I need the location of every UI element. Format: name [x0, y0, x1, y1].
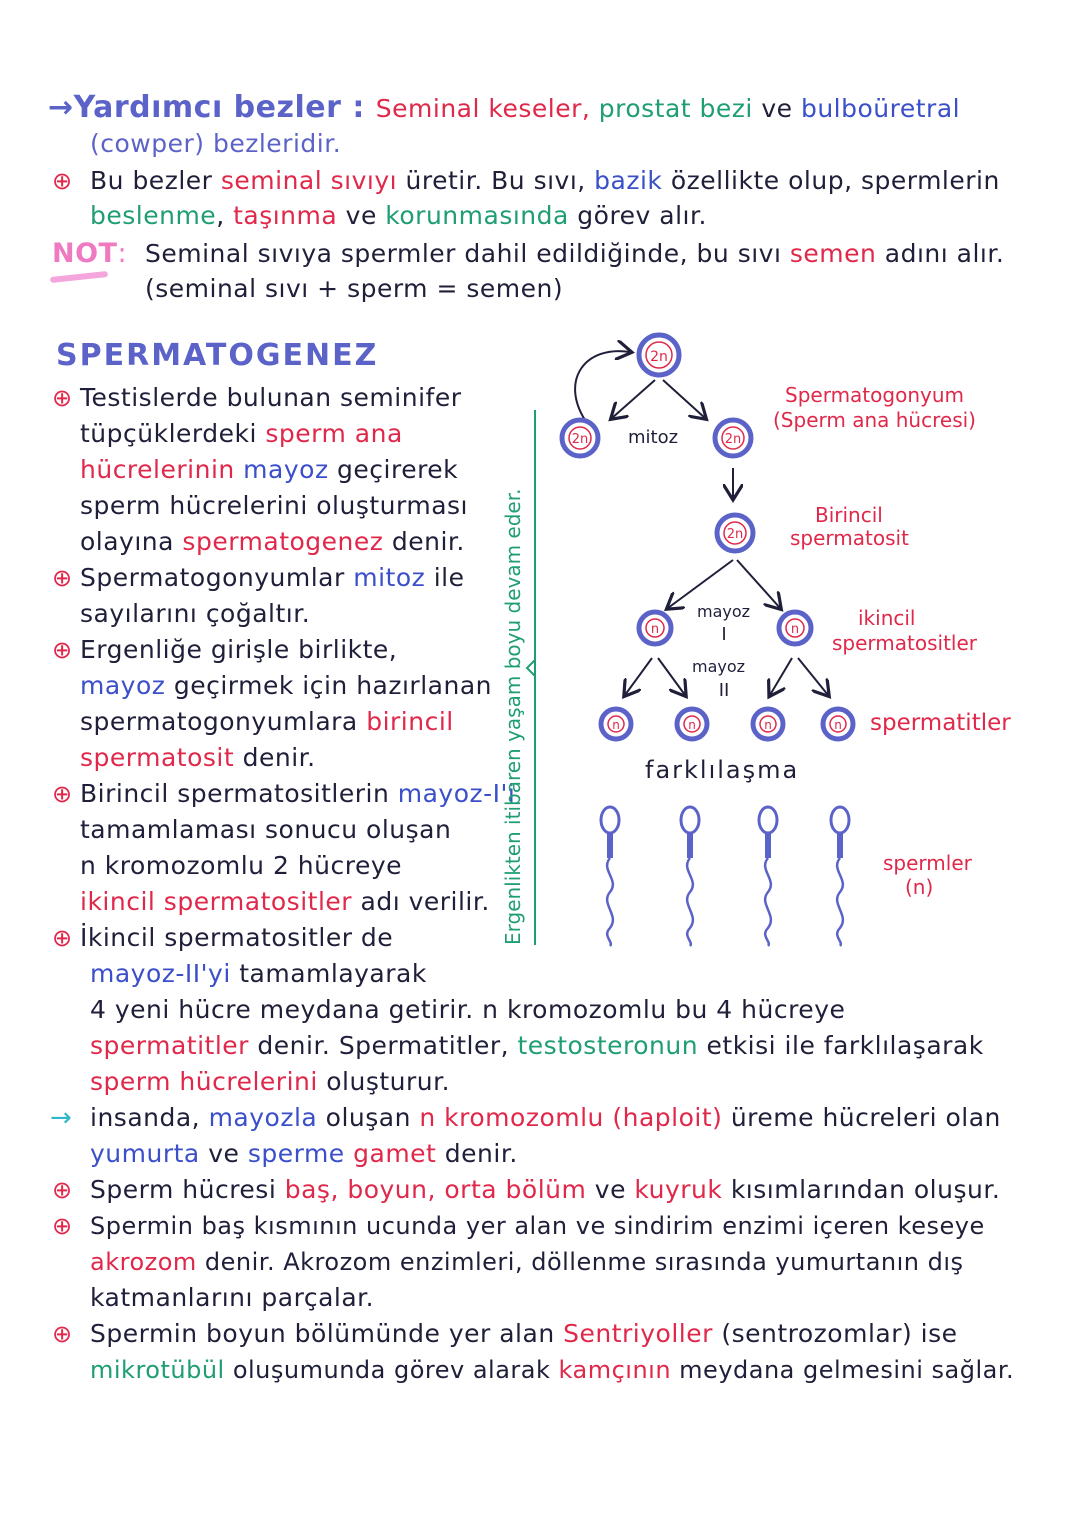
mayoz2-arrow-1: [625, 658, 652, 695]
sperm-cell-3: [759, 807, 777, 946]
text: Birincil spermatositlerin: [80, 779, 398, 808]
text-beslenme: beslenme: [90, 201, 217, 230]
intro-bulbo: bulboüretral: [800, 94, 961, 123]
text: insanda,: [90, 1103, 209, 1132]
text-spermatogenez: spermatogenez: [182, 527, 384, 556]
cell-label: n: [688, 718, 696, 732]
text-hucrelerinin: hücrelerinin: [80, 455, 235, 484]
text-mitoz: mitoz: [353, 563, 426, 592]
cell-label: 2n: [571, 432, 589, 447]
text: adını alır.: [876, 239, 1005, 268]
mayoz2-arrow-3: [770, 658, 792, 695]
bullet-icon: ⊕: [52, 780, 73, 808]
cell-spermatit-1: [601, 709, 631, 739]
text-kamcinin: kamçının: [558, 1356, 672, 1384]
cell-spermatogonyum-top: [639, 335, 679, 375]
text-sperme: sperme: [247, 1139, 345, 1168]
spermatogenez-title: SPERMATOGENEZ: [56, 338, 379, 373]
bottom-line-3: [90, 1174, 1000, 1206]
text: Spermin boyun bölümünde yer alan: [90, 1319, 564, 1348]
text-haploit: n kromozomlu (haploit): [419, 1103, 723, 1132]
bullet-icon: ⊕: [52, 924, 73, 952]
text-sperm-hucrelerini: sperm hücrelerini: [90, 1067, 318, 1096]
text-mikrotubul: mikrotübül: [90, 1356, 225, 1384]
text: (sentrozomlar) ise: [712, 1319, 958, 1348]
text-sperm-parts: baş, boyun, orta bölüm: [284, 1175, 587, 1204]
text: ve: [586, 1175, 635, 1204]
text: ile: [425, 563, 465, 592]
label-birincil: Birincil: [815, 503, 883, 527]
text: etkisi ile farklılaşarak: [698, 1031, 984, 1060]
text: ve: [199, 1139, 248, 1168]
intro-seminal: Seminal keseler,: [375, 94, 591, 123]
mayoz2-arrow-4: [798, 658, 828, 695]
text: görev alır.: [568, 201, 707, 230]
text-mayozla: mayozla: [208, 1103, 318, 1132]
label-spermler: spermler: [883, 851, 972, 875]
p3-line-1: Ergenliğe girişle birlikte,: [80, 635, 398, 664]
text-birincil: birincil: [366, 707, 454, 736]
text: tamamlayarak: [230, 959, 427, 988]
text-spermatitler: spermatitler: [90, 1031, 249, 1060]
text: Spermatogonyumlar: [80, 563, 354, 592]
mayoz1-label: mayoz: [697, 602, 751, 621]
bullet-icon: ⊕: [52, 1212, 73, 1240]
arrow-icon: →: [50, 1103, 72, 1133]
cell-spermatit-4: [823, 709, 853, 739]
label-sperm-ana-hucresi: (Sperm ana hücresi): [773, 408, 976, 432]
text-semen: semen: [789, 239, 877, 268]
text: geçirmek için hazırlanan: [165, 671, 492, 700]
bottom-line-8: [90, 1354, 1014, 1386]
p1-line-1: Testislerde bulunan seminifer: [80, 383, 462, 412]
text-korunmasinda: korunmasında: [385, 201, 569, 230]
text: üreme hücreleri olan: [722, 1103, 1001, 1132]
text-kuyruk: kuyruk: [634, 1175, 723, 1204]
text: denir.: [234, 743, 316, 772]
bottom-line-7: [90, 1318, 958, 1350]
text: kısımlarından oluşur.: [722, 1175, 1001, 1204]
cell-birincil-spermatosit: [717, 515, 753, 551]
not-colon: :: [117, 238, 128, 269]
text: Bu bezler: [90, 166, 221, 195]
text: spermatogonyumlara: [80, 707, 367, 736]
mitoz-arrow-left: [612, 380, 655, 418]
p5-line-1: İkincil spermatositler de: [80, 923, 394, 952]
text: üretir. Bu sıvı,: [397, 166, 595, 195]
text-akrozom: akrozom: [90, 1248, 197, 1276]
cell-label: n: [790, 622, 800, 637]
text: adı verilir.: [352, 887, 490, 916]
intro-ve: ve: [752, 94, 801, 123]
text: Seminal sıvıya spermler dahil edildiğinde, bu sıvı: [145, 239, 790, 268]
text-sperm-ana: sperm ana: [265, 419, 403, 448]
timeline-bracket-notch: [527, 660, 535, 676]
mayoz2-arrow-2: [658, 658, 685, 695]
text-seminal-sivi: seminal sıvıyı: [220, 166, 398, 195]
p1-line-4: sperm hücrelerini oluşturması: [80, 491, 468, 520]
mayoz1-arrow-right: [737, 560, 780, 608]
mitoz-label: mitoz: [628, 427, 679, 448]
not-line-2: (seminal sıvı + sperm = semen): [145, 274, 564, 303]
text-ikincil-spermatositler: ikincil spermatositler: [80, 887, 353, 916]
text: oluşan: [317, 1103, 420, 1132]
cell-label: n: [612, 718, 620, 732]
bullet-icon: ⊕: [52, 167, 73, 195]
text: ,: [216, 201, 234, 230]
sperm-cell-2: [681, 807, 699, 946]
bullet-icon: ⊕: [52, 636, 73, 664]
cell-ikincil-spermatosit-right: [779, 612, 811, 644]
mayoz1-arrow-left: [668, 560, 733, 608]
text: meydana gelmesini sağlar.: [671, 1356, 1015, 1384]
text-mayoz-2: mayoz-II'yi: [90, 959, 231, 988]
bullet-icon: ⊕: [52, 384, 73, 412]
intro-line-2: (cowper) bezleridir.: [90, 129, 342, 158]
mitoz-arrow-right: [663, 380, 705, 418]
text: denir. Spermatitler,: [248, 1031, 518, 1060]
text: denir.: [436, 1139, 518, 1168]
farklilasma-label: farklılaşma: [645, 756, 800, 784]
text: geçirerek: [328, 455, 459, 484]
text: denir. Akrozom enzimleri, döllenme sırasında yumurtanın dış: [196, 1248, 964, 1276]
sperm-cell-1: [601, 807, 619, 946]
intro-arrow: →: [48, 90, 74, 125]
cell-spermatogonyum-right: [715, 420, 751, 456]
text-yumurta: yumurta: [90, 1139, 200, 1168]
text: tüpçüklerdeki: [80, 419, 266, 448]
cell-label: n: [764, 718, 772, 732]
label-spermatitler: spermatitler: [870, 710, 1011, 736]
text-mayoz-1: mayoz-I'i: [397, 779, 516, 808]
p4-line-2: tamamlaması sonucu oluşan: [80, 815, 452, 844]
timeline-vertical-label: Ergenlikten itibaren yaşam boyu devam eder.: [501, 488, 525, 945]
label-ikincil-spermatositler: spermatositler: [832, 631, 978, 655]
cell-label: n: [650, 622, 660, 637]
mayoz1-roman: I: [721, 624, 727, 645]
text-mayoz: mayoz: [234, 455, 329, 484]
cell-spermatit-2: [677, 709, 707, 739]
text: oluşturur.: [317, 1067, 451, 1096]
p2-line-2: sayılarını çoğaltır.: [80, 599, 311, 628]
text-sentriyoller: Sentriyoller: [563, 1319, 713, 1348]
text-spermatosit: spermatosit: [80, 743, 235, 772]
text: oluşumunda görev alarak: [224, 1356, 559, 1384]
p4-line-3: n kromozomlu 2 hücreye: [80, 851, 403, 880]
cell-label: n: [834, 718, 842, 732]
label-spermatogonyum: Spermatogonyum: [785, 383, 964, 407]
bottom-line-5: [90, 1246, 964, 1278]
label-spermler-n: (n): [905, 875, 934, 899]
bullet-icon: ⊕: [52, 1176, 73, 1204]
not-text: NOT: [52, 238, 118, 269]
p5-line-3: 4 yeni hücre meydana getirir. n kromozomlu bu 4 hücreye: [90, 995, 846, 1024]
mayoz2-label: mayoz: [692, 657, 746, 676]
intro-prostat: prostat bezi: [590, 94, 753, 123]
label-birincil-spermatosit: spermatosit: [790, 526, 909, 550]
mayoz2-roman: II: [718, 680, 730, 701]
cell-ikincil-spermatosit-left: [639, 612, 671, 644]
text: Sperm hücresi: [90, 1175, 285, 1204]
bottom-line-4: Spermin baş kısmının ucunda yer alan ve sindirim enzimi içeren keseye: [90, 1212, 985, 1240]
cell-label: 2n: [724, 432, 742, 447]
text-mayoz: mayoz: [80, 671, 166, 700]
text: denir.: [383, 527, 465, 556]
cell-label: 2n: [726, 527, 744, 542]
bullet-icon: ⊕: [52, 564, 73, 592]
cell-spermatogonyum-left: [562, 420, 598, 456]
cell-spermatit-3: [753, 709, 783, 739]
bottom-line-2: [90, 1138, 518, 1170]
label-ikincil: ikincil: [858, 606, 916, 630]
intro-heading: Yardımcı bezler: [73, 90, 342, 125]
text: olayına: [80, 527, 183, 556]
bullet-icon: ⊕: [52, 1320, 73, 1348]
bottom-line-1: [90, 1102, 1001, 1134]
sperm-cell-4: [831, 807, 849, 946]
text: ve: [337, 201, 386, 230]
text-testosteronun: testosteronun: [517, 1031, 699, 1060]
bottom-line-6: katmanlarını parçalar.: [90, 1283, 375, 1312]
text-bazik: bazik: [594, 166, 663, 195]
intro-colon: :: [341, 90, 376, 125]
text: özellikte olup, spermlerin: [662, 166, 1000, 195]
cell-label: 2n: [650, 349, 668, 365]
text-gamet: gamet: [344, 1139, 437, 1168]
text-tasinma: taşınma: [233, 201, 338, 230]
